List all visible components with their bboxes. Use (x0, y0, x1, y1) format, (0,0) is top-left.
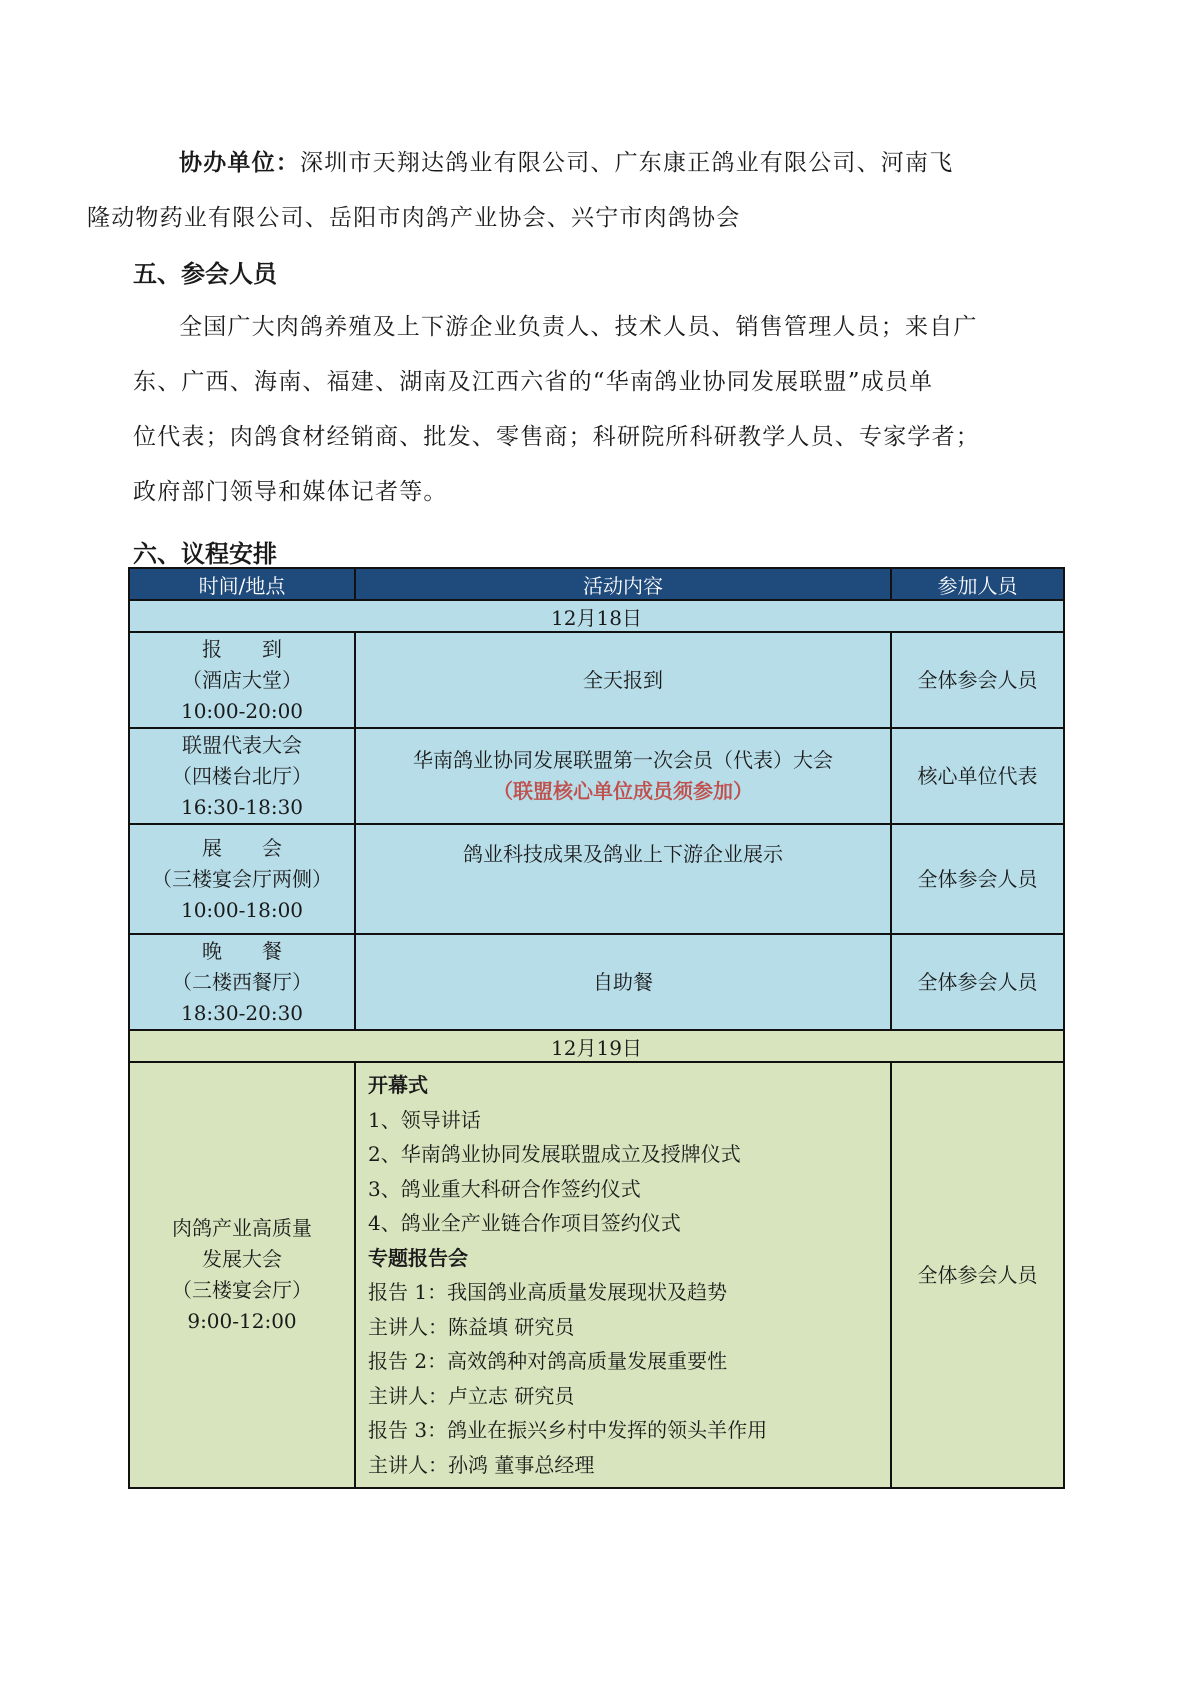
event-location: （三楼宴会厅） (172, 1278, 312, 1302)
opening-item: 4、鸽业全产业链合作项目签约仪式 (368, 1211, 681, 1235)
time-location-cell (129, 632, 355, 728)
content-text: 鸽业科技成果及鸽业上下游企业展示 (463, 842, 783, 866)
event-name: 报 到 (202, 636, 282, 661)
co-organizers-line2: 隆动物药业有限公司、岳阳市肉鸽产业协会、兴宁市肉鸽协会 (87, 205, 741, 231)
section6-heading: 六、议程安排 (133, 540, 277, 568)
content-cell (355, 1062, 891, 1488)
time-location-cell (129, 1062, 355, 1488)
attendees-line: 东、广西、海南、福建、湖南及江西六省的“华南鸽业协同发展联盟”成员单 (133, 369, 934, 395)
event-time: 18:30-20:30 (180, 1000, 304, 1025)
event-name: 展 会 (202, 835, 282, 860)
attendees-cell: 全体参会人员 (891, 1062, 1064, 1488)
event-name: 肉鸽产业高质量 (172, 1216, 312, 1240)
attendees-cell: 全体参会人员 (891, 632, 1064, 728)
content-cell: 自助餐 (355, 934, 891, 1030)
attendees-line: 政府部门领导和媒体记者等。 (133, 479, 448, 505)
report-speaker: 主讲人：卢立志 研究员 (368, 1383, 575, 1408)
co-organizers-line1: 深圳市天翔达鸽业有限公司、广东康正鸽业有限公司、河南飞 (300, 150, 954, 176)
date-label: 12月19日 (129, 1030, 1064, 1062)
date-row-day1 (129, 600, 1064, 632)
report-item: 报告 1：我国鸽业高质量发展现状及趋势 (368, 1280, 728, 1304)
event-name: 联盟代表大会 (182, 732, 302, 757)
section5-heading: 五、参会人员 (133, 260, 277, 288)
report-item: 报告 3：鸽业在振兴乡村中发挥的领头羊作用 (368, 1418, 768, 1442)
table-row (129, 632, 1064, 728)
event-location: （三楼宴会厅两侧） (152, 866, 332, 891)
table-row (129, 934, 1064, 1030)
content-cell (355, 728, 891, 824)
attendees-line: 全国广大肉鸽养殖及上下游企业负责人、技术人员、销售管理人员；来自广 (179, 314, 978, 340)
agenda-table (128, 567, 1065, 1489)
report-speaker: 主讲人：孙鸿 董事总经理 (368, 1452, 595, 1477)
attendees-cell: 全体参会人员 (891, 824, 1064, 934)
table-header-row (129, 568, 1064, 600)
opening-title: 开幕式 (368, 1073, 428, 1097)
event-location: （二楼西餐厅） (172, 969, 312, 994)
event-name-cont: 发展大会 (202, 1247, 282, 1271)
event-location: （酒店大堂） (182, 667, 302, 692)
column-header-content: 活动内容 (355, 568, 891, 600)
report-item: 报告 2：高效鸽种对鸽高质量发展重要性 (368, 1349, 728, 1373)
time-location-cell (129, 824, 355, 934)
table-row (129, 1062, 1064, 1488)
report-speaker: 主讲人：陈益填 研究员 (368, 1314, 575, 1339)
column-header-time: 时间/地点 (129, 568, 355, 600)
attendees-line: 位代表；肉鸽食材经销商、批发、零售商；科研院所科研教学人员、专家学者； (133, 424, 980, 450)
date-row-day2 (129, 1030, 1064, 1062)
time-location-cell (129, 728, 355, 824)
opening-item: 3、鸽业重大科研合作签约仪式 (368, 1176, 641, 1201)
reports-title: 专题报告会 (368, 1245, 468, 1270)
content-cell: 全天报到 (355, 632, 891, 728)
content-text: 华南鸽业协同发展联盟第一次会员（代表）大会 (413, 748, 833, 772)
content-note-red: （联盟核心单位成员须参加） (493, 779, 753, 803)
attendees-cell: 核心单位代表 (891, 728, 1064, 824)
opening-item: 2、华南鸽业协同发展联盟成立及授牌仪式 (368, 1142, 741, 1166)
event-time: 16:30-18:30 (180, 794, 304, 819)
table-row (129, 824, 1064, 934)
event-time: 9:00-12:00 (187, 1309, 297, 1333)
table-row (129, 728, 1064, 824)
date-label: 12月18日 (129, 600, 1064, 632)
co-organizers-label: 协办单位： (179, 150, 300, 176)
content-cell (355, 824, 891, 934)
column-header-attendees: 参加人员 (891, 568, 1064, 600)
attendees-cell: 全体参会人员 (891, 934, 1064, 1030)
attendees-paragraph (133, 300, 1063, 520)
co-organizers-paragraph (87, 136, 1063, 246)
event-time: 10:00-18:00 (180, 897, 304, 922)
event-name: 晚 餐 (202, 938, 282, 963)
opening-item: 1、领导讲话 (368, 1107, 481, 1132)
event-time: 10:00-20:00 (180, 698, 304, 723)
time-location-cell (129, 934, 355, 1030)
event-location: （四楼台北厅） (172, 763, 312, 788)
